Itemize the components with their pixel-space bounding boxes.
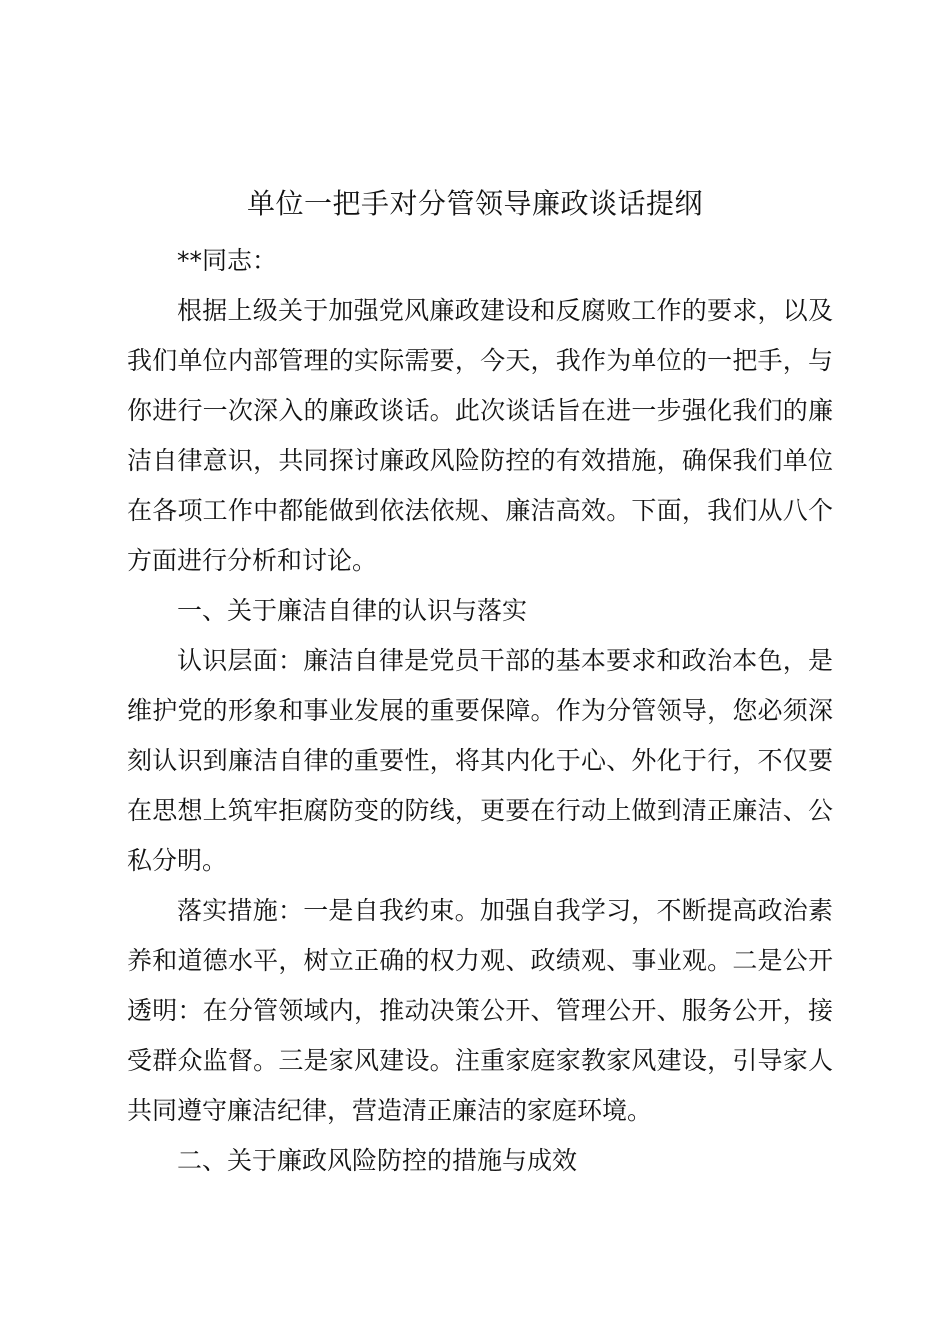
document-title: 单位一把手对分管领导廉政谈话提纲 [246, 187, 703, 220]
salutation: **同志： [177, 246, 278, 275]
document-body [127, 236, 833, 1186]
section-heading-2: 二、关于廉政风险防控的措施与成效 [177, 1146, 578, 1175]
section-heading-1: 一、关于廉洁自律的认识与落实 [177, 596, 528, 625]
body-paragraph: 认识层面：廉洁自律是党员干部的基本要求和政治本色，是维护党的形象和事业发展的重要保障。作为分管领导，您必须深刻认识到廉洁自律的重要性，将其内化于心、外化于行，不仅要在思想上筑牢拒腐防变的防线，更要在行动上做到清正廉洁、公私分明。 [127, 646, 833, 875]
intro-paragraph: 根据上级关于加强党风廉政建设和反腐败工作的要求，以及我们单位内部管理的实际需要，今天，我作为单位的一把手，与你进行一次深入的廉政谈话。此次谈话旨在进一步强化我们的廉洁自律意识，共同探讨廉政风险防控的有效措施，确保我们单位在各项工作中都能做到依法依规、廉洁高效。下面，我们从八个方面进行分析和讨论。 [127, 296, 833, 575]
body-paragraph: 落实措施：一是自我约束。加强自我学习，不断提高政治素养和道德水平，树立正确的权力观、政绩观、事业观。二是公开透明：在分管领域内，推动决策公开、管理公开、服务公开，接受群众监督。三是家风建设。注重家庭家教家风建设，引导家人共同遵守廉洁纪律，营造清正廉洁的家庭环境。 [127, 896, 833, 1125]
